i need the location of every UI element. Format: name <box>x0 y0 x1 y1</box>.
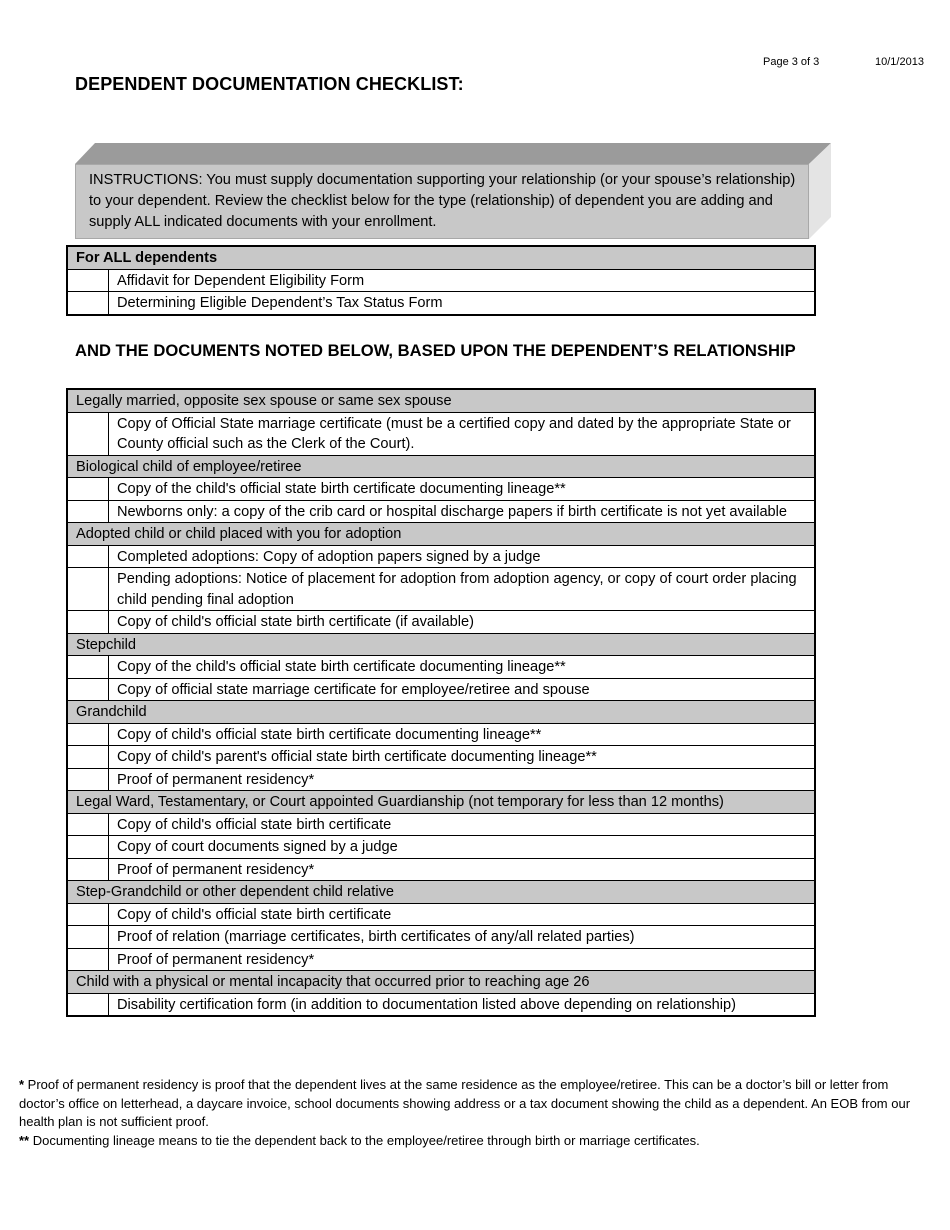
checkbox-cell[interactable] <box>67 948 109 971</box>
checklist-row <box>67 858 815 881</box>
footnote-lineage <box>19 1132 924 1151</box>
section-heading: Legally married, opposite sex spouse or same sex spouse <box>67 389 815 412</box>
checklist-item: Proof of permanent residency* <box>109 948 816 971</box>
checklist-row <box>67 269 815 292</box>
footnote-marker: * <box>19 1077 25 1092</box>
section-header-row <box>67 971 815 994</box>
checklist-item: Pending adoptions: Notice of placement for adoption from adoption agency, or copy of court order placing child pending final adoption <box>109 568 816 611</box>
checklist-item: Copy of child's official state birth certificate documenting lineage** <box>109 723 816 746</box>
checklist-item: Copy of court documents signed by a judge <box>109 836 816 859</box>
checklist-row <box>67 993 815 1016</box>
footnote-residency <box>19 1076 924 1132</box>
section-heading: Legal Ward, Testamentary, or Court appointed Guardianship (not temporary for less than 12 months) <box>67 791 815 814</box>
footnotes <box>19 1076 924 1150</box>
instructions-text: INSTRUCTIONS: You must supply documentation supporting your relationship (or your spouse’s relationship) to your dependent. Review the checklist below for the type (relationship) of dependent you are adding and supply ALL indicated documents with your enrollment. <box>75 164 809 239</box>
checklist-row <box>67 292 815 315</box>
checkbox-cell[interactable] <box>67 993 109 1016</box>
checklist-item: Affidavit for Dependent Eligibility Form <box>109 269 816 292</box>
checklist-item: Copy of official state marriage certificate for employee/retiree and spouse <box>109 678 816 701</box>
checkbox-cell[interactable] <box>67 768 109 791</box>
checklist-item: Proof of permanent residency* <box>109 768 816 791</box>
checkbox-cell[interactable] <box>67 656 109 679</box>
checklist-row <box>67 768 815 791</box>
section-heading: Child with a physical or mental incapacity that occurred prior to reaching age 26 <box>67 971 815 994</box>
relationship-heading: AND THE DOCUMENTS NOTED BELOW, BASED UPON THE DEPENDENT’S RELATIONSHIP <box>75 341 796 360</box>
revision-date: 10/1/2013 <box>875 56 924 68</box>
section-heading: Stepchild <box>67 633 815 656</box>
checkbox-cell[interactable] <box>67 478 109 501</box>
page-number: Page 3 of 3 <box>763 56 820 68</box>
checklist-row <box>67 611 815 634</box>
checklist-item: Completed adoptions: Copy of adoption papers signed by a judge <box>109 545 816 568</box>
section-heading: Adopted child or child placed with you for adoption <box>67 523 815 546</box>
checklist-item: Copy of the child's official state birth certificate documenting lineage** <box>109 656 816 679</box>
checkbox-cell[interactable] <box>67 926 109 949</box>
section-heading: Biological child of employee/retiree <box>67 455 815 478</box>
checkbox-cell[interactable] <box>67 723 109 746</box>
checklist-row <box>67 926 815 949</box>
checkbox-cell[interactable] <box>67 813 109 836</box>
instructions-box <box>75 143 831 239</box>
section-header-row <box>67 246 815 269</box>
checklist-item: Copy of the child's official state birth certificate documenting lineage** <box>109 478 816 501</box>
checkbox-cell[interactable] <box>67 836 109 859</box>
checklist-item: Copy of Official State marriage certificate (must be a certified copy and dated by the appropriate State or County official such as the Clerk of the Court). <box>109 412 816 455</box>
page-title: DEPENDENT DOCUMENTATION CHECKLIST: <box>75 74 464 94</box>
checklist-row <box>67 723 815 746</box>
footnote-text: Proof of permanent residency is proof that the dependent lives at the same residence as the employee/retiree. This can be a doctor’s bill or letter from doctor’s office on letterhead, a daycare invoice, school documents showing address or a tax document showing the child as a dependent. An EOB from our health plan is not sufficient proof. <box>19 1077 911 1129</box>
footnote-text: Documenting lineage means to tie the dependent back to the employee/retiree through birth or marriage certificates. <box>29 1132 700 1148</box>
footnote-marker: ** <box>19 1132 30 1148</box>
section-header-row <box>67 633 815 656</box>
checklist-row <box>67 813 815 836</box>
section-heading: Grandchild <box>67 701 815 724</box>
checklist-item: Copy of child's official state birth certificate <box>109 903 816 926</box>
checklist-item: Proof of permanent residency* <box>109 858 816 881</box>
checkbox-cell[interactable] <box>67 292 109 315</box>
checkbox-cell[interactable] <box>67 678 109 701</box>
checklist-row <box>67 903 815 926</box>
checkbox-cell[interactable] <box>67 545 109 568</box>
checkbox-cell[interactable] <box>67 500 109 523</box>
checklist-item: Copy of child's official state birth certificate (if available) <box>109 611 816 634</box>
checklist-row <box>67 836 815 859</box>
checklist-item: Disability certification form (in addition to documentation listed above depending on relationship) <box>109 993 816 1016</box>
section-header-row <box>67 389 815 412</box>
checklist-row <box>67 545 815 568</box>
checkbox-cell[interactable] <box>67 746 109 769</box>
checkbox-cell[interactable] <box>67 903 109 926</box>
section-heading: Step-Grandchild or other dependent child relative <box>67 881 815 904</box>
checklist-row <box>67 568 815 611</box>
checklist-item: Determining Eligible Dependent’s Tax Status Form <box>109 292 816 315</box>
all-dependents-heading: For ALL dependents <box>67 246 815 269</box>
checklist-row <box>67 412 815 455</box>
checklist-item: Newborns only: a copy of the crib card or hospital discharge papers if birth certificate is not yet available <box>109 500 816 523</box>
instructions-box-bevel-top <box>75 143 831 164</box>
relationship-documents-table <box>66 388 816 1017</box>
all-dependents-table <box>66 245 816 316</box>
checklist-item: Proof of relation (marriage certificates, birth certificates of any/all related parties) <box>109 926 816 949</box>
section-header-row <box>67 523 815 546</box>
checklist-row <box>67 478 815 501</box>
checklist-row <box>67 500 815 523</box>
section-header-row <box>67 701 815 724</box>
checklist-row <box>67 678 815 701</box>
checklist-row <box>67 656 815 679</box>
checklist-row <box>67 948 815 971</box>
checkbox-cell[interactable] <box>67 611 109 634</box>
checklist-item: Copy of child's official state birth certificate <box>109 813 816 836</box>
section-header-row <box>67 455 815 478</box>
checkbox-cell[interactable] <box>67 568 109 611</box>
checklist-item: Copy of child's parent's official state birth certificate documenting lineage** <box>109 746 816 769</box>
checkbox-cell[interactable] <box>67 858 109 881</box>
section-header-row <box>67 791 815 814</box>
checkbox-cell[interactable] <box>67 412 109 455</box>
section-header-row <box>67 881 815 904</box>
checklist-row <box>67 746 815 769</box>
checkbox-cell[interactable] <box>67 269 109 292</box>
